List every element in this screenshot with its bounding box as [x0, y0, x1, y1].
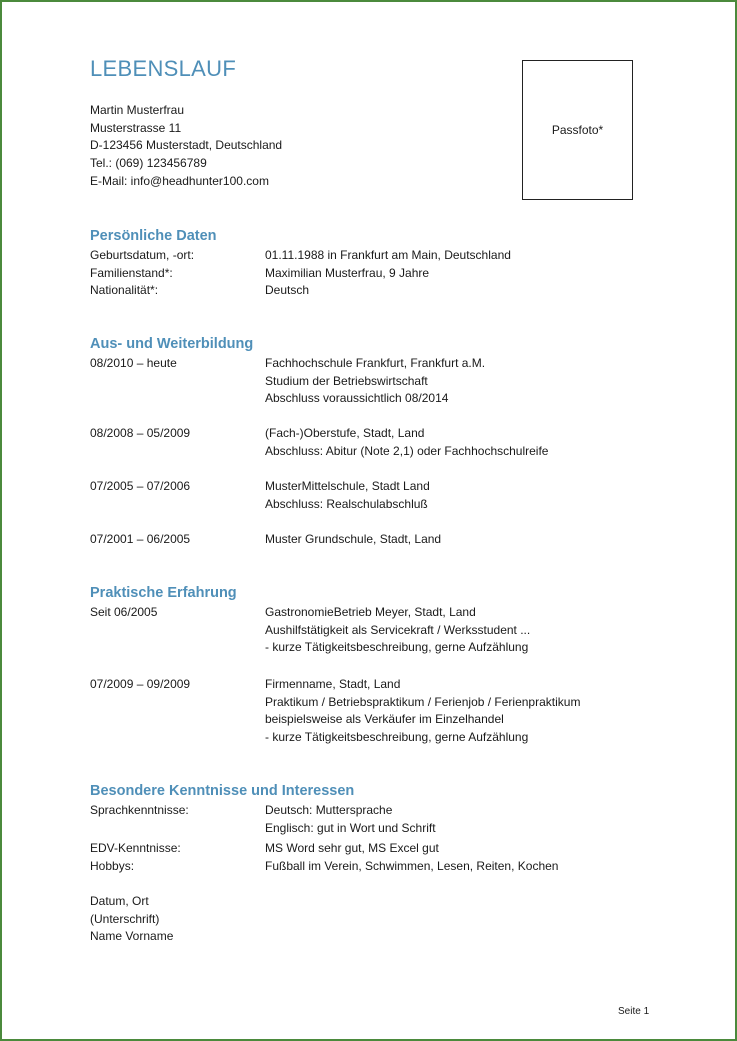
value-line: - kurze Tätigkeitsbeschreibung, gerne Aufzählung: [265, 729, 529, 744]
row-value: [265, 355, 485, 408]
value-line: Praktikum / Betriebspraktikum / Ferienjob / Ferienpraktikum: [265, 694, 581, 709]
value-line: Deutsch: [265, 283, 310, 298]
row-value: [265, 425, 548, 460]
value-line: Fachhochschule Frankfurt, Frankfurt a.M.: [265, 356, 486, 370]
signature-name: Name Vorname: [90, 929, 174, 944]
row-value: [265, 478, 430, 513]
row-label: 08/2010 – heute: [90, 356, 177, 370]
value-line: beispielsweise als Verkäufer im Einzelhandel: [265, 712, 504, 727]
value-line: Deutsch: Muttersprache: [265, 803, 393, 817]
row-label: EDV-Kenntnisse:: [90, 841, 181, 855]
section-heading-experience: Praktische Erfahrung: [90, 585, 237, 601]
row-label: Nationalität*:: [90, 283, 159, 298]
value-line: GastronomieBetrieb Meyer, Stadt, Land: [265, 605, 476, 619]
row-label: 07/2005 – 07/2006: [90, 479, 191, 493]
row-value: [265, 282, 309, 300]
value-line: Abschluss voraussichtlich 08/2014: [265, 391, 449, 406]
row-value: [265, 531, 441, 549]
row-value: [265, 247, 511, 265]
photo-label: Passfoto*: [551, 123, 604, 137]
signature-block: [90, 893, 173, 946]
row-label: 07/2001 – 06/2005: [90, 532, 191, 546]
value-line: 01.11.1988 in Frankfurt am Main, Deutschland: [265, 248, 511, 262]
contact-email: E-Mail: info@headhunter100.com: [90, 173, 269, 188]
value-line: Englisch: gut in Wort und Schrift: [265, 820, 436, 835]
row-label: Familienstand*:: [90, 265, 173, 280]
row-label: 07/2009 – 09/2009: [90, 677, 191, 691]
row-label: Sprachkenntnisse:: [90, 803, 189, 817]
value-line: - kurze Tätigkeitsbeschreibung, gerne Aufzählung: [265, 640, 529, 655]
value-line: Maximilian Musterfrau, 9 Jahre: [265, 265, 430, 280]
row-value: [265, 604, 530, 657]
row-label: Hobbys:: [90, 859, 135, 873]
value-line: Abschluss: Realschulabschluß: [265, 496, 428, 511]
signature-date-place: Datum, Ort: [90, 894, 149, 908]
row-label: 08/2008 – 05/2009: [90, 426, 191, 440]
value-line: Muster Grundschule, Stadt, Land: [265, 532, 442, 546]
value-line: MusterMittelschule, Stadt Land: [265, 479, 430, 493]
contact-name: Martin Musterfrau: [90, 103, 185, 117]
section-heading-education: Aus- und Weiterbildung: [90, 336, 254, 352]
value-line: Firmenname, Stadt, Land: [265, 677, 401, 691]
value-line: Studium der Betriebswirtschaft: [265, 373, 428, 388]
section-heading-personal: Persönliche Daten: [90, 228, 217, 244]
contact-phone: Tel.: (069) 123456789: [90, 156, 207, 171]
contact-street: Musterstrasse 11: [90, 120, 182, 135]
value-line: Aushilfstätigkeit als Servicekraft / Werksstudent ...: [265, 622, 531, 637]
value-line: (Fach-)Oberstufe, Stadt, Land: [265, 426, 425, 440]
row-label: Seit 06/2005: [90, 605, 158, 619]
value-line: MS Word sehr gut, MS Excel gut: [265, 841, 439, 855]
document-title: LEBENSLAUF: [90, 56, 237, 81]
value-line: Abschluss: Abitur (Note 2,1) oder Fachhochschulreife: [265, 443, 549, 458]
row-label: Geburtsdatum, -ort:: [90, 248, 195, 262]
row-value: [265, 858, 558, 876]
page-number: Seite 1: [618, 1006, 650, 1017]
row-value: [265, 676, 580, 746]
row-value: [265, 802, 436, 837]
contact-block: [90, 102, 282, 191]
contact-city: D-123456 Musterstadt, Deutschland: [90, 138, 283, 153]
value-line: Fußball im Verein, Schwimmen, Lesen, Reiten, Kochen: [265, 859, 559, 873]
section-heading-skills: Besondere Kenntnisse und Interessen: [90, 783, 355, 799]
passport-photo-placeholder: [522, 60, 633, 200]
signature-line: (Unterschrift): [90, 911, 160, 926]
row-value: [265, 840, 439, 858]
row-value: [265, 265, 429, 283]
